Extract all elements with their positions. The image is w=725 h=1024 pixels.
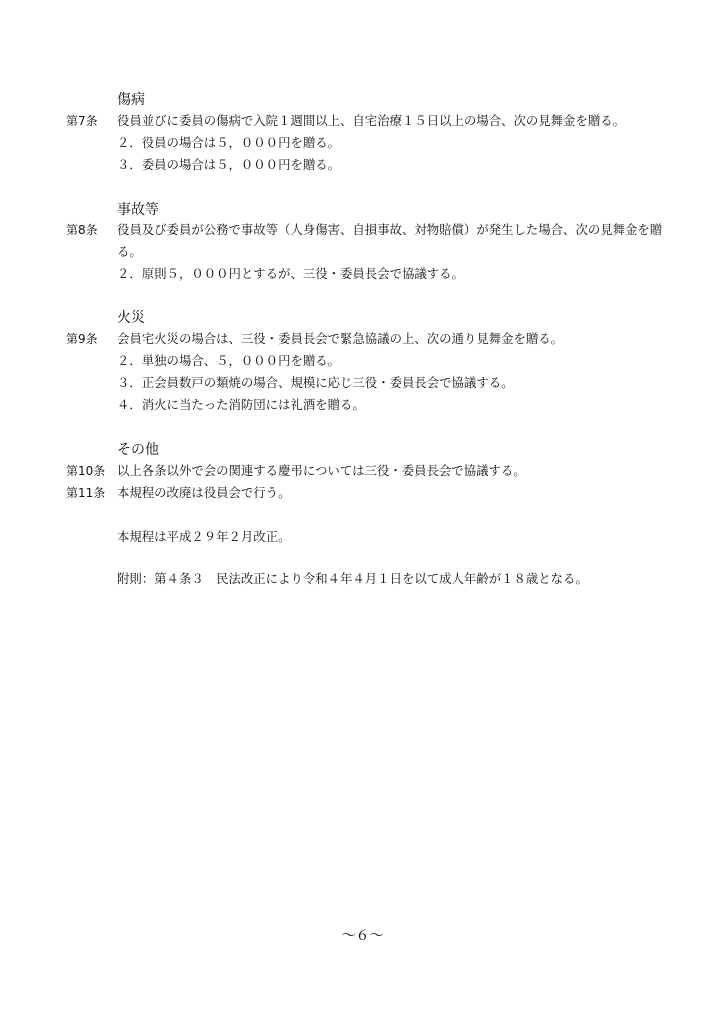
article-number: 第11条 — [66, 486, 106, 500]
revision-note: 本規程は平成２９年２月改正。 — [117, 529, 291, 544]
supplementary-note: 附則：第４条３ 民法改正により令和４年４月１日を以て成人年齢が１８歳となる。 — [117, 571, 588, 586]
article-text: 役員並びに委員の傷病で入院１週間以上、自宅治療１５日以上の場合、次の見舞金を贈る。 — [117, 113, 626, 128]
article-text: 役員及び委員が公務で事故等（人身傷害、自損事故、対物賠償）が発生した場合、次の見舞金を贈る。 — [117, 222, 663, 259]
list-item: ４．消火に当たった消防団には礼酒を贈る。 — [117, 397, 365, 412]
list-item: ３．委員の場合は５，０００円を贈る。 — [117, 157, 341, 172]
article-text: 本規程の改廃は役員会で行う。 — [117, 485, 291, 500]
article-number: 第10条 — [66, 464, 106, 478]
section-heading-fire: 火災 — [117, 310, 145, 326]
article-text: 会員宅火災の場合は、三役・委員長会で緊急協議の上、次の通り見舞金を贈る。 — [117, 331, 564, 346]
article-number: 第7条 — [66, 114, 98, 128]
section-heading-injury: 傷病 — [117, 92, 145, 108]
section-heading-other: その他 — [117, 442, 159, 458]
page-number: ～６～ — [341, 928, 384, 944]
article-number: 第9条 — [66, 332, 98, 346]
list-item: ３．正会員数戸の類焼の場合、規模に応じ三役・委員長会で協議する。 — [117, 375, 514, 390]
list-item: ２．役員の場合は５，０００円を贈る。 — [117, 135, 341, 150]
article-text: 以上各条以外で会の関連する慶弔については三役・委員長会で協議する。 — [117, 463, 526, 478]
list-item: ２．単独の場合、５，０００円を贈る。 — [117, 353, 341, 368]
article-number: 第8条 — [66, 223, 98, 237]
section-heading-accident: 事故等 — [117, 202, 159, 218]
list-item: ２．原則５，０００円とするが、三役・委員長会で協議する。 — [117, 266, 464, 281]
